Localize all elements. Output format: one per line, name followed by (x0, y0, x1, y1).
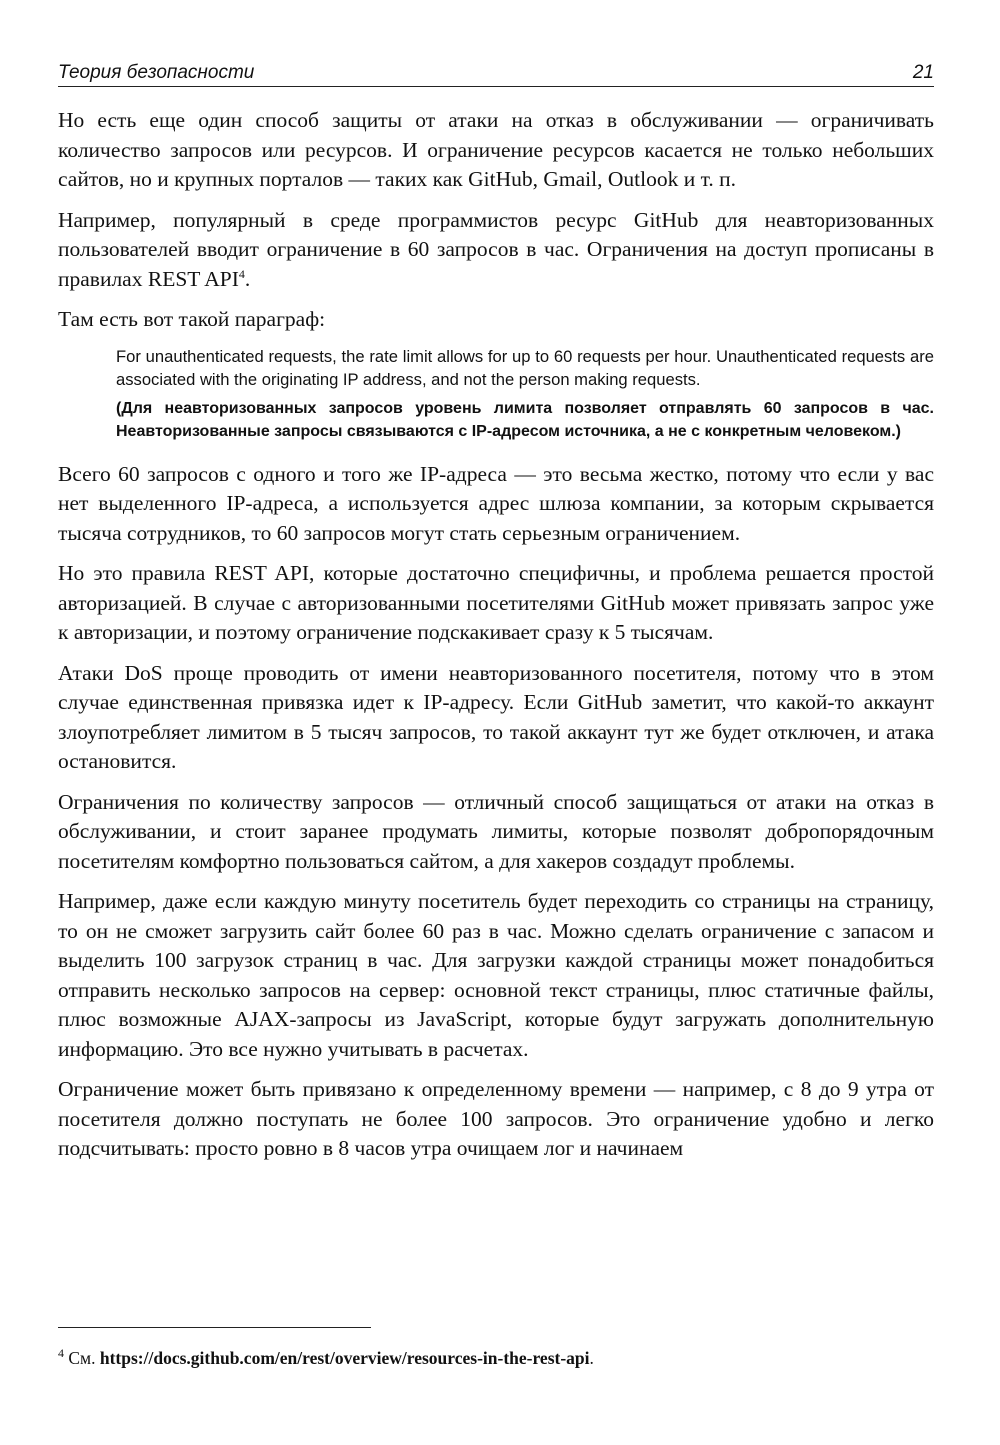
footnote-number: 4 (58, 1346, 64, 1361)
paragraph: Но это правила REST API, которые достаточно специфичны, и проблема решается простой авторизацией. В случае с авторизованными посетителями GitHub может привязать запрос уже к авторизации, и поэтому ограничение подскакивает сразу к 5 тысячам. (58, 561, 934, 644)
page-number: 21 (912, 62, 934, 83)
main-text (58, 106, 934, 1175)
paragraph: Но есть еще один способ защиты от атаки на отказ в обслуживании — ограничивать количество запросов или ресурсов. И ограничение ресурсов касается не только небольших сайтов, но и крупных порталов — таких как GitHub, Gmail, Outlook и т. п. (58, 108, 934, 191)
paragraph-end: . (244, 266, 251, 291)
paragraph: Ограничение может быть привязано к определенному времени — например, с 8 до 9 утра от посетителя должно поступать не более 100 запросов. Это ограничение удобно и легко подсчитывать: просто ровно в 8 часов утра очищаем лог и начинаем (58, 1077, 934, 1160)
paragraph: Ограничения по количеству запросов — отличный способ защищаться от атаки на отказ в обслуживании, и стоит заранее продумать лимиты, которые позволят добропорядочным посетителям комфортно пользоваться сайтом, а для хакеров создадут проблемы. (58, 789, 934, 873)
chapter-title: Теория безопасности (58, 62, 255, 83)
quote-english: For unauthenticated requests, the rate limit allows for up to 60 requests per hour. Unauthenticated requests are associated with the originating IP address, and not the person making requests. (116, 346, 934, 389)
footnote-divider (58, 1327, 371, 1328)
footnote-link[interactable]: https://docs.github.com/en/rest/overview/resources-in-the-rest-api (99, 1348, 590, 1368)
paragraph: Атаки DoS проще проводить от имени неавторизованного посетителя, потому что в этом случае единственная привязка идет к IP-адресу. Если GitHub заметит, что какой-то аккаунт злоупотребляет лимитом в 5 тысяч запросов, то такой аккаунт тут же будет отключен, и атака остановится. (58, 660, 934, 773)
quote-translation: (Для неавторизованных запросов уровень лимита позволяет отправлять 60 запросов в час. Неавторизованные запросы связываются с IP-адресом источника, а не с конкретным человеком.) (116, 399, 934, 440)
blockquote (116, 345, 934, 444)
footnote-end: . (589, 1348, 594, 1368)
paragraph: Всего 60 запросов с одного и того же IP-адреса — это весьма жестко, потому что если у вас нет выделенного IP-адреса, а используется адрес шлюза компании, за которым скрывается тысяча сотрудников, то 60 запросов могут стать серьезным ограничением. (58, 461, 934, 545)
paragraph: Например, даже если каждую минуту посетитель будет переходить со страницы на страницу, то он не сможет загрузить сайт более 60 раз в час. Можно сделать ограничение с запасом и выделить 100 загрузок страниц в час. Для загрузки каждой страницы может понадобиться отправить несколько запросов на сервер: основной текст страницы, плюс статичные файлы, плюс возможные AJAX-запросы из JavaScript, которые будут загружать дополнительную информацию. Это все нужно учитывать в расчетах. (58, 889, 934, 1061)
running-header (58, 58, 934, 87)
paragraph-text: Например, популярный в среде программистов ресурс GitHub для неавторизованных пользователей вводит ограничение в 60 запросов в час. Ограничения на доступ прописаны в правилах REST API (58, 207, 934, 291)
footnote-prefix: См. (68, 1348, 96, 1368)
footnote (58, 1346, 934, 1370)
paragraph (58, 206, 934, 295)
footnote-reference: 4 (238, 266, 245, 281)
paragraph: Там есть вот такой параграф: (58, 307, 326, 331)
